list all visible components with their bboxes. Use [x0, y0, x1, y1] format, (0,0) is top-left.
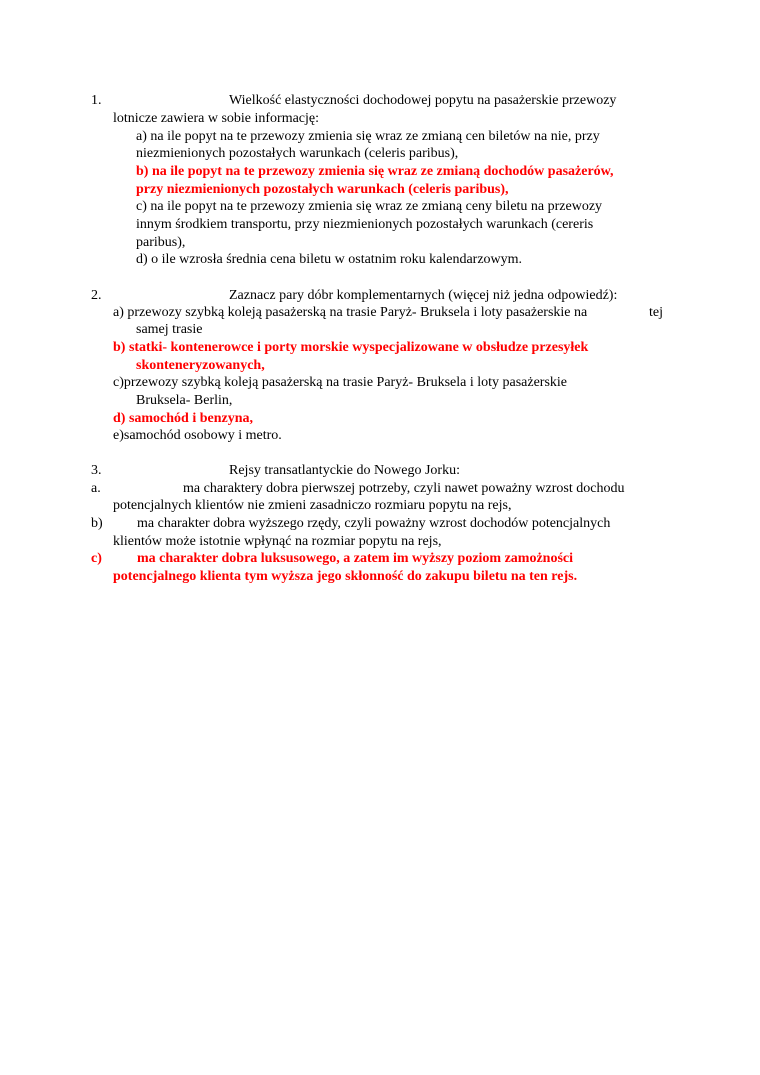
q3-option-b-line1: ma charakter dobra wyższego rzędy, czyli poważny wzrost dochodów potencjalnych: [137, 516, 611, 531]
q1-option-b-line2: przy niezmienionych pozostałych warunkach (celeris paribus),: [136, 182, 509, 197]
q2-option-c-line1: c)przewozy szybką koleją pasażerską na trasie Paryż- Bruksela i loty pasażerskie: [113, 375, 568, 390]
q2-option-d-line1: d) samochód i benzyna,: [113, 411, 254, 426]
q2-option-a-line2: samej trasie: [136, 322, 203, 337]
q2-option-b-line1: b) statki- kontenerowce i porty morskie wyspecjalizowane w obsłudze przesyłek: [113, 340, 589, 355]
q3-option-c-line2: potencjalnego klienta tym wyższa jego skłonność do zakupu biletu na ten rejs.: [113, 569, 578, 584]
q3-option-c-line1: ma charakter dobra luksusowego, a zatem im wyższy poziom zamożności: [137, 551, 574, 566]
q3-option-a-label: a.: [91, 481, 101, 496]
q1-option-c-line1: c) na ile popyt na te przewozy zmienia się wraz ze zmianą ceny biletu na przewozy: [136, 199, 603, 214]
q1-option-c-line3: paribus),: [136, 235, 186, 250]
q1-option-d-line1: d) o ile wzrosła średnia cena biletu w ostatnim roku kalendarzowym.: [136, 252, 523, 267]
q1-option-b-line1: b) na ile popyt na te przewozy zmienia się wraz ze zmianą dochodów pasażerów,: [136, 164, 614, 179]
q1-option-a-line1: a) na ile popyt na te przewozy zmienia się wraz ze zmianą cen biletów na nie, przy: [136, 129, 600, 144]
q3-option-c-label: c): [91, 551, 102, 566]
q2-option-b-line2: skonteneryzowanych,: [136, 358, 265, 373]
q1-option-c-line2: innym środkiem transportu, przy niezmienionych pozostałych warunkach (cereris: [136, 217, 594, 232]
q2-option-a-line1: a) przewozy szybką koleją pasażerską na trasie Paryż- Bruksela i loty pasażerskie na: [113, 305, 588, 320]
q3-option-a-line1: ma charaktery dobra pierwszej potrzeby, czyli nawet poważny wzrost dochodu: [183, 481, 625, 496]
q2-option-c-line2: Bruksela- Berlin,: [136, 393, 233, 408]
q1-option-a-line2: niezmienionych pozostałych warunkach (celeris paribus),: [136, 146, 459, 161]
q3-option-b-label: b): [91, 516, 103, 531]
q3-option-b-line2: klientów może istotnie wpłynąć na rozmiar popytu na rejs,: [113, 534, 442, 549]
q3-number: 3.: [91, 463, 102, 478]
q3-title: Rejsy transatlantyckie do Nowego Jorku:: [229, 463, 460, 478]
q2-option-e-line1: e)samochód osobowy i metro.: [113, 428, 282, 443]
q1-number: 1.: [91, 93, 102, 108]
q3-option-a-line2: potencjalnych klientów nie zmieni zasadniczo rozmiaru popytu na rejs,: [113, 498, 512, 513]
q2-number: 2.: [91, 288, 102, 303]
q1-title-cont: lotnicze zawiera w sobie informację:: [113, 111, 320, 126]
q1-title: Wielkość elastyczności dochodowej popytu na pasażerskie przewozy: [229, 93, 617, 108]
q2-option-a-line1-end: tej: [649, 305, 663, 320]
q2-title: Zaznacz pary dóbr komplementarnych (więcej niż jedna odpowiedź):: [229, 288, 618, 303]
